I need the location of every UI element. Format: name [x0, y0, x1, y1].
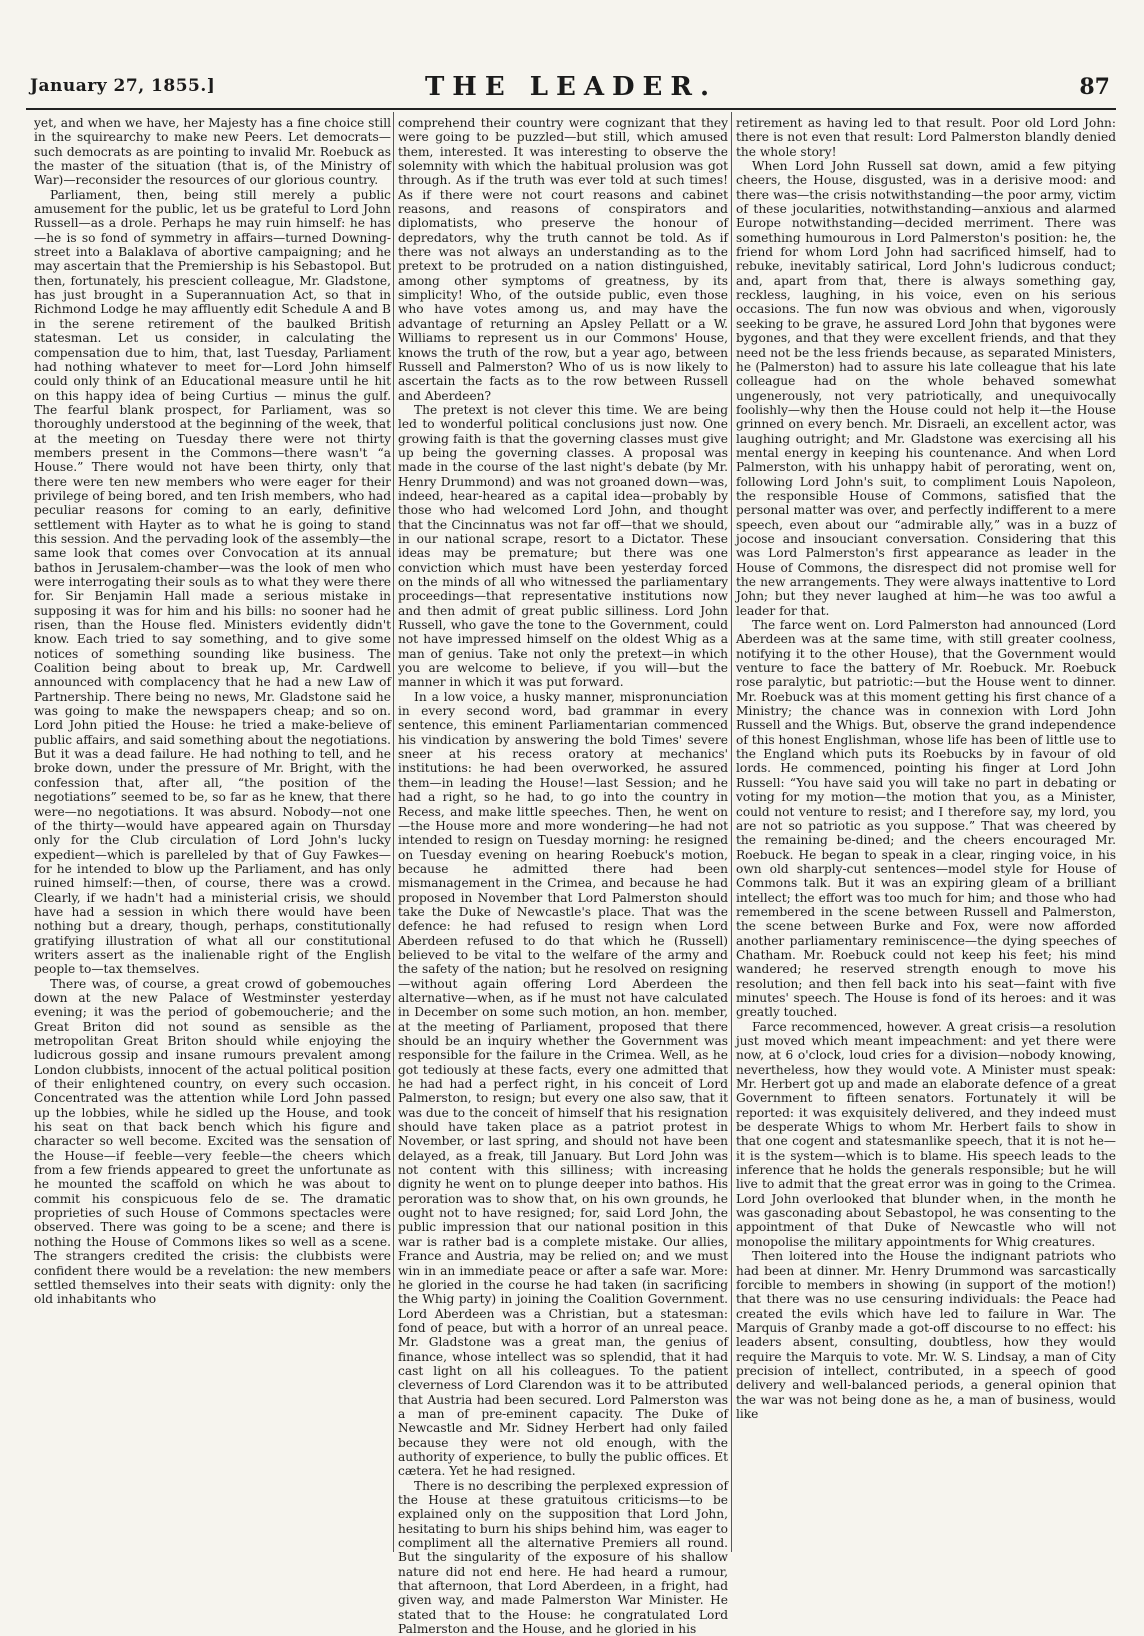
column-divider	[393, 112, 394, 1552]
paragraph: retirement as having led to that result. Poor old Lord John: there is not even that result: Lord Palmerston blandly denied the whole story!	[736, 116, 1116, 159]
header-rule	[26, 108, 1116, 110]
page-number: 87	[1079, 74, 1110, 100]
paragraph: yet, and when we have, her Majesty has a fine choice still in the squirearchy to make new Peers. Let democrats—such democrats as are pointing to invalid Mr. Roebuck as the master of the situation (that is, of the Ministry of War)—reconsider the resources of our glorious country.	[34, 116, 391, 188]
column-divider	[731, 112, 732, 1552]
column-2	[398, 116, 728, 1636]
paragraph: Parliament, then, being still merely a public amusement for the public, let us be grateful to Lord John Russell—as a drole. Perhaps he may ruin himself: he has—he is so fond of symmetry in affairs—turned Downing-street into a Balaklava of abortive campaigning; and he may ascertain that the Premiership is his Sebastopol. But then, fortunately, his prescient colleague, Mr. Gladstone, has just brought in a Superannuation Act, so that in Richmond Lodge he may affluently edit Schedule A and B in the serene retirement of the baulked British statesman. Let us consider, in calculating the compensation due to him, that, last Tuesday, Parliament had nothing whatever to meet for—Lord John himself could only think of an Educational measure until he hit on this happy idea of being Curtius — minus the gulf. The fearful blank prospect, for Parliament, was so thoroughly understood at the beginning of the week, that at the meeting on Tuesday there were not thirty members present in the Commons—there wasn't “a House.” There would not have been thirty, only that there were ten new members who were eager for their privilege of being bored, and ten Irish members, who had peculiar reasons for coming to an early, definitive settlement with Hayter as to what he is going to stand this session. And the pervading look of the assembly—the same look that comes over Convocation at its annual bathos in Jerusalem-chamber—was the look of men who were interrogating their souls as to what they were there for. Sir Benjamin Hall made a serious mistake in supposing it was for him and his bills: no sooner had he risen, than the House fled. Ministers evidently didn't know. Each tried to say something, and to give some notices of something sounding like business. The Coalition being about to break up, Mr. Cardwell announced with complacency that he had a new Law of Partnership. There being no news, Mr. Gladstone said he was going to make the newspapers cheap; and so on. Lord John pitied the House: he tried a make-believe of public affairs, and said something about the negotiations. But it was a dead failure. He had nothing to tell, and he broke down, under the pressure of Mr. Bright, with the confession that, after all, “the position of the negotiations” seemed to be, so far as he knew, that there were—no negotiations. It was absurd. Nobody—not one of the thirty—would have appeared again on Thursday only for the Club circulation of Lord John's lucky expedient—which is parelleled by that of Guy Fawkes—for he intended to blow up the Parliament, and has only ruined himself:—then, of course, there was a crowd. Clearly, if we hadn't had a ministerial crisis, we should have had a session in which there would have been nothing but a dreary, though, perhaps, constitutionally gratifying illustration of what all our constitutional writers assert as the inalienable right of the English people to—tax themselves.	[34, 187, 391, 977]
paragraph: Farce recommenced, however. A great crisis—a resolution just moved which meant impeachment: and yet there were now, at 6 o'clock, loud cries for a division—nobody knowing, nevertheless, how they would vote. A Minister must speak: Mr. Herbert got up and made an elaborate defence of a great Government to fifteen senators. Fortunately it will be reported: it was exquisitely delivered, and they indeed must be desperate Whigs to whom Mr. Herbert fails to show in that one cogent and statesmanlike speech, that it is not he—it is the system—which is to blame. His speech leads to the inference that he holds the generals responsible; but he will live to admit that the great error was in going to the Crimea. Lord John overlooked that blunder when, in the month he was gasconading about Sebastopol, he was consenting to the appointment of that Duke of Newcastle who will not monopolise the military appointments for Whig creatures.	[736, 1019, 1116, 1249]
paragraph: There was, of course, a great crowd of gobemouches down at the new Palace of Westminster yesterday evening; it was the period of gobemoucherie; and the Great Briton did not sound as sensible as the metropolitan Great Briton should while enjoying the ludicrous gossip and insane rumours prevalent among London clubbists, innocent of the actual political position of their enlightened country, on every such occasion. Concentrated was the attention while Lord John passed up the lobbies, while he sidled up the House, and took his seat on that back bench which his figure and character so well become. Excited was the sensation of the House—if feeble—very feeble—the cheers which from a few friends appeared to greet the unfortunate as he mounted the scaffold on which he was about to commit his conspicuous felo de se. The dramatic proprieties of such House of Commons spectacles were observed. There was going to be a scene; and there is nothing the House of Commons likes so well as a scene. The strangers credited the crisis: the clubbists were confident there would be a revelation: the new members settled themselves into their seats with dignity: only the old inhabitants who	[34, 976, 391, 1307]
issue-date: January 27, 1855.]	[30, 76, 216, 96]
paragraph: The farce went on. Lord Palmerston had announced (Lord Aberdeen was at the same time, with still greater coolness, notifying it to the other House), that the Government would venture to face the battery of Mr. Roebuck. Mr. Roebuck rose paralytic, but patriotic:—but the House went to dinner. Mr. Roebuck was at this moment getting his first chance of a Ministry; the chance was in connexion with Lord John Russell and the Whigs. But, observe the grand independence of this honest Englishman, whose life has been of little use to the England which puts its Roebucks by in favour of old lords. He commenced, pointing his finger at Lord John Russell: “You have said you will take no part in debating or voting for my motion—the motion that you, as a Minister, could not venture to resist; and I therefore say, my lord, you are not so patriotic as you suppose.” That was cheered by the remaining be-dined; and the cheers encouraged Mr. Roebuck. He began to speak in a clear, ringing voice, in his own old sharply-cut sentences—model style for House of Commons talk. But it was an expiring gleam of a brilliant intellect; the effort was too much for him; and those who had remembered in the scene between Russell and Palmerston, the scene between Burke and Fox, were now afforded another parliamentary reminiscence—the dying speeches of Chatham. Mr. Roebuck could not keep his feet; his mind wandered; he reserved strength enough to move his resolution; and then fell back into his seat—faint with five minutes' speech. The House is fond of its heroes: and it was greatly touched.	[736, 618, 1116, 1020]
paragraph: In a low voice, a husky manner, mispronunciation in every second word, bad grammar in every sentence, this eminent Parliamentarian commenced his vindication by answering the bold Times' severe sneer at his recess oratory at mechanics' institutions: he had been overworked, he assured them—in leading the House!—last Session; and he had a right, so he had, to go into the country in Recess, and make little speeches. Then, he went on—the House more and more wondering—he had not intended to resign on Tuesday morning: he resigned on Tuesday evening on hearing Roebuck's motion, because he admitted there had been mismanagement in the Crimea, and because he had proposed in November that Lord Palmerston should take the Duke of Newcastle's place. That was the defence: he had refused to resign when Lord Aberdeen refused to do that which he (Russell) believed to be vital to the welfare of the army and the safety of the nation; but he resolved on resigning—without again offering Lord Aberdeen the alternative—when, as if he must not have calculated in December on some such motion, an hon. member, at the meeting of Parliament, proposed that there should be an inquiry whether the Government was responsible for the failure in the Crimea. Well, as he got tediously at these facts, every one admitted that he had had a perfect right, in his conceit of Lord Palmerston, to resign; but every one also saw, that it was due to the conceit of himself that his resignation should have taken place as a patriot protest in November, or last spring, and should not have been delayed, as a freak, till January. But Lord John was not content with this silliness; with increasing dignity he went on to plunge deeper into bathos. His peroration was to show that, on his own grounds, he ought not to have resigned; for, said Lord John, the public impression that our national position in this war is rather bad is a complete mistake. Our allies, France and Austria, may be relied on; and we must win in an immediate peace or after a safe war. More: he gloried in the course he had taken (in sacrificing the Whig party) in joining the Coalition Government. Lord Aberdeen was a Christian, but a statesman: fond of peace, but with a horror of an unreal peace. Mr. Gladstone was a great man, the genius of finance, whose intellect was so splendid, that it had cast light on all his colleagues. To the patient cleverness of Lord Clarendon was it to be attributed that Austria had been secured. Lord Palmerston was a man of pre-eminent capacity. The Duke of Newcastle and Mr. Sidney Herbert had only failed because they were not old enough, with the authority of experience, to bully the public offices. Et cætera. Yet he had resigned.	[398, 689, 728, 1479]
column-1	[34, 116, 391, 1556]
paragraph: Then loitered into the House the indignant patriots who had been at dinner. Mr. Henry Drummond was sarcastically forcible to members in showing (in support of the motion!) that there was no use censuring individuals: the Peace had created the evils which have led to failure in War. The Marquis of Granby made a got-off discourse to no effect: his leaders absent, consulting, doubtless, how they would require the Marquis to vote. Mr. W. S. Lindsay, a man of City precision of intellect, contributed, in a speech of good delivery and well-balanced periods, a general opinion that the war was not being done as he, a man of business, would like	[736, 1249, 1116, 1421]
paragraph: When Lord John Russell sat down, amid a few pitying cheers, the House, disgusted, was in a derisive mood: and there was—the crisis notwithstanding—the poor army, victim of these jocularities, notwithstanding—anxious and alarmed Europe notwithstanding—decided merriment. There was something humourous in Lord Palmerston's position: he, the friend for whom Lord John had sacrificed himself, had to rebuke, inevitably satirical, Lord John's ludicrous conduct; and, apart from that, there is always something gay, reckless, laughing, in his voice, even on his serious occasions. The fun now was obvious and when, vigorously seeking to be grave, he assured Lord John that bygones were bygones, and that they were excellent friends, and that they need not be the less friends because, as separated Ministers, he (Palmerston) had to assure his late colleague that his late colleague had on the whole behaved somewhat ungenerously, not very patriotically, and unequivocally foolishly—why then the House could not help it—the House grinned on every bench. Mr. Disraeli, an excellent actor, was laughing outright; and Mr. Gladstone was exercising all his mental energy in keeping his countenance. And when Lord Palmerston, with his unhappy habit of perorating, went on, following Lord John's suit, to compliment Louis Napoleon, the responsible House of Commons, satisfied that the personal matter was over, and perfectly indifferent to a mere speech, even about our “admirable ally,” was in a buzz of jocose and insouciant conversation. Considering that this was Lord Palmerston's first appearance as leader in the House of Commons, the disrespect did not promise well for the new arrangements. They were always inattentive to Lord John; but they never laughed at him—he was too awful a leader for that.	[736, 159, 1116, 618]
paragraph: The pretext is not clever this time. We are being led to wonderful political conclusions just now. One growing faith is that the governing classes must give up being the governing classes. A proposal was made in the course of the last night's debate (by Mr. Henry Drummond) and was not groaned down—was, indeed, hear-heared as a capital idea—probably by those who had welcomed Lord John, and thought that the Cincinnatus was not far off—that we should, in our national scrape, resort to a Dictator. These ideas may be premature; but there was one conviction which must have been yesterday forced on the minds of all who witnessed the parliamentary proceedings—that representative institutions now and then admit of great public silliness. Lord John Russell, who gave the tone to the Government, could not have impressed himself on the oldest Whig as a man of genius. Take not only the pretext—in which you are welcome to believe, if you will—but the manner in which it was put forward.	[398, 402, 728, 690]
paragraph: There is no describing the perplexed expression of the House at these gratuitous criticisms—to be explained only on the supposition that Lord John, hesitating to burn his ships behind him, was eager to compliment all the alternative Premiers all round. But the singularity of the exposure of his shallow nature did not end here. He had heard a rumour, that afternoon, that Lord Aberdeen, in a fright, had given way, and made Palmerston War Minister. He stated that to the House: he congratulated Lord Palmerston and the House, and he gloried in his	[398, 1478, 728, 1636]
paragraph: comprehend their country were cognizant that they were going to be puzzled—but still, which amused them, interested. It was interesting to observe the solemnity with which the habitual prolusion was got through. As if the truth was ever told at such times! As if there were not court reasons and cabinet reasons, and reasons of conspirators and diplomatists, who preserve the honour of depredators, why the truth cannot be told. As if there was not always an understanding as to the pretext to be protruded on a nation distinguished, among other symptoms of greatness, by its simplicity! Who, of the outside public, even those who have votes among us, and may have the advantage of returning an Apsley Pellatt or a W. Williams to represent us in our Commons' House, knows the truth of the row, but a year ago, between Russell and Palmerston? Who of us is now likely to ascertain the facts as to the row between Russell and Aberdeen?	[398, 116, 728, 403]
column-3	[736, 116, 1116, 1556]
masthead: THE LEADER.	[424, 72, 718, 102]
page-header	[26, 72, 1116, 106]
